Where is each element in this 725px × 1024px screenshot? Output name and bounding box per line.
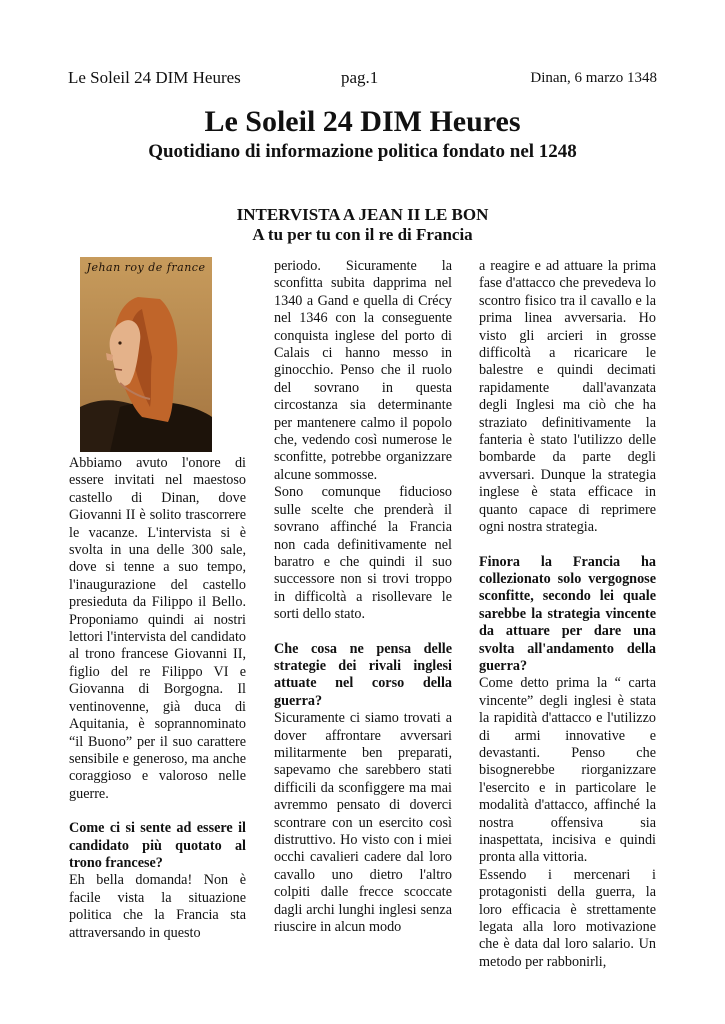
header-newspaper-name: Le Soleil 24 DIM Heures xyxy=(68,68,241,87)
question-2: Che cosa ne pensa delle strategie dei rivali inglesi attuate nel corso della guerra? xyxy=(274,640,452,709)
answer-2-part-1: Sicuramente ci siamo trovati a dover affrontare avversari militarmente ben preparati, sapevamo che sarebbero stati difficili da sconfiggere ma mai avremmo pensato di doverci scontrare con un esercito così distruttivo. Ho visto con i miei occhi cavalieri cadere dal loro cavallo uno dietro l'altro colpiti dalle frecce scoccate dagli archi lunghi inglesi senza riuscire in alcun modo xyxy=(274,710,452,936)
portrait-caption: Jehan roy de france xyxy=(86,261,206,274)
newspaper-subtitle: Quotidiano di informazione politica fondato nel 1248 xyxy=(148,141,577,162)
column-1 xyxy=(69,455,246,942)
newspaper-title: Le Soleil 24 DIM Heures xyxy=(204,105,521,138)
masthead xyxy=(0,104,725,164)
portrait-image xyxy=(80,257,212,452)
question-1: Come ci si sente ad essere il candidato più quotato al trono francese? xyxy=(69,820,246,871)
article-subheadline: A tu per tu con il re di Francia xyxy=(252,225,473,244)
header-page-number: pag.1 xyxy=(341,68,379,87)
answer-1-part-1: Eh bella domanda! Non è facile vista la situazione politica che la Francia sta attraversando in questo xyxy=(69,872,246,941)
question-3: Finora la Francia ha collezionato solo vergognose sconfitte, secondo lei quale sarebbe la strategia vincente da attuare per dare una svolta all'andamento della guerra? xyxy=(479,553,656,674)
article-heading xyxy=(0,205,725,245)
article-intro: Abbiamo avuto l'onore di essere invitati nel maestoso castello di Dinan, dove Giovanni II è solito trascorrere le vacanze. L'intervista si è svolta in una delle 300 sale, dove si tenne a suo tempo, l'inaugurazione del castello presieduta da Filippo il Bello. Proponiamo quindi ai nostri lettori l'intervista del candidato al trono francese Giovanni II, figlio del re Filippo VI e Giovanna di Borgogna. Il ventinovenne, già duca di Aquitania, è soprannominato “il Buono” per il suo carattere sensibile e generoso, ma anche coraggioso e valoroso nelle guerre. xyxy=(69,455,246,802)
header-date: Dinan, 6 marzo 1348 xyxy=(530,70,657,86)
answer-3-part-2: Essendo i mercenari i protagonisti della guerra, la loro efficacia è strettamente legata alla loro motivazione che è data dal loro salario. Un metodo per rabbonirli, xyxy=(479,866,656,970)
answer-1-part-2: periodo. Sicuramente la sconfitta subita dapprima nel 1340 a Gand e quella di Crécy nel 1346 con la conseguente conquista inglese del porto di Calais ci hanno messo in ginocchio. Penso che il ruolo del sovrano in questa circostanza sia determinante per mantenere calmo il popolo che, vedendo così numerose le sconfitte, potrebbe organizzare alcune sommosse. xyxy=(274,258,452,483)
column-3 xyxy=(479,258,656,971)
column-2 xyxy=(274,258,452,936)
answer-3-part-1: Come detto prima la “ carta vincente” degli inglesi è stata la rapidità d'attacco e l'utilizzo di armi innovative e devastanti. Penso che bisognerebbe riorganizzare l'esercito e in particolare le modalità d'attacco, affinché la nostra offensiva sia inaspettata, incisiva e quindi pronta alla vittoria. xyxy=(479,675,656,866)
answer-2-part-2: a reagire e ad attuare la prima fase d'attacco che prevedeva lo scontro fisico tra il cavallo e la prima linea avversaria. Ho visto gli arcieri in grosse difficoltà a ricaricare le balestre e quindi decimati rapidamente dall'avanzata degli Inglesi ma ciò che ha straziato definitivamente la fanteria è stato l'utilizzo delle bombarde da parte degli avversari. Dunque la strategia inglese è stata efficace in quanto capace di reprimere ogni nostra strategia. xyxy=(479,258,656,536)
portrait-illustration xyxy=(80,257,212,452)
answer-1-part-3: Sono comunque fiducioso sulle scelte che prenderà il sovrano affinché la Francia non cada definitivamente nel baratro e che quindi il suo successore non si trovi troppo in difficoltà a risollevare le sorti dello stato. xyxy=(274,484,452,623)
page-header xyxy=(68,68,657,92)
article-headline: INTERVISTA A JEAN II LE BON xyxy=(236,205,489,224)
